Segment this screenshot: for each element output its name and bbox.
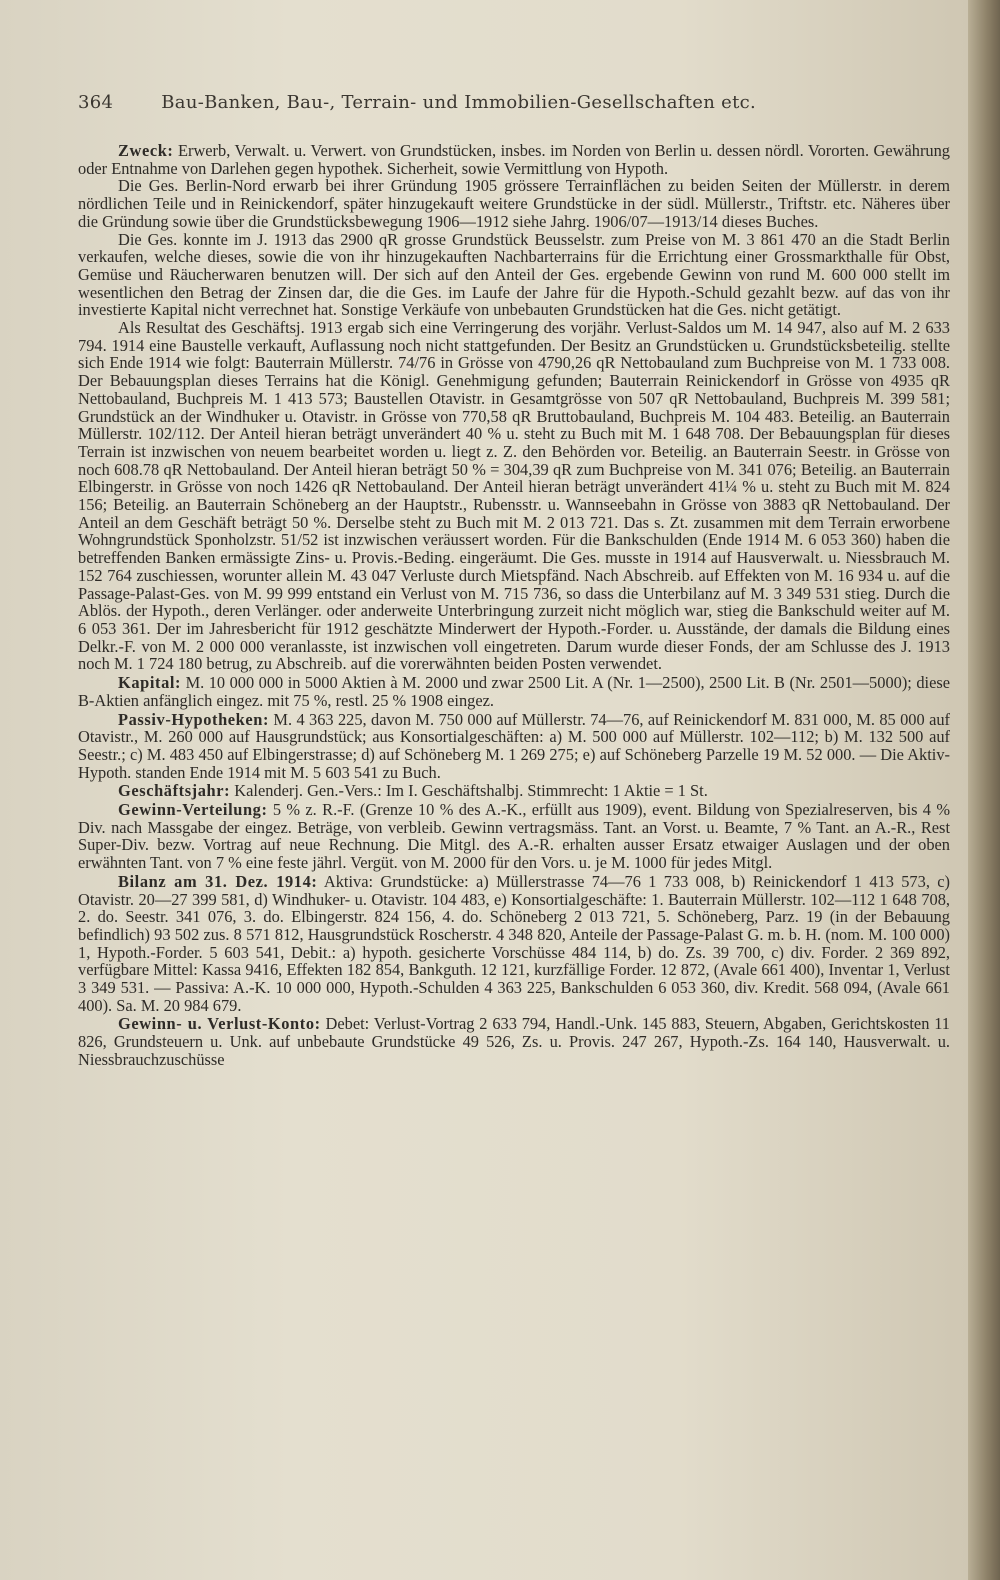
paragraph-text: Erwerb, Verwalt. u. Verwert. von Grundstücken, insbes. im Norden von Berlin u. dessen nördl. Vororten. Gewährung oder Entnahme von Darlehen gegen hypothek. Sicherheit, sowie Vermittlung von Hypoth. (78, 141, 950, 178)
paragraph-gewinn-verteilung (78, 801, 950, 872)
paragraph-passiv-hypotheken (78, 711, 950, 782)
paragraph-text: 5 % z. R.-F. (Grenze 10 % des A.-K., erfüllt aus 1909), event. Bildung von Spezialreserven, bis 4 % Div. nach Massgabe der eingez. Beträge, von verbleib. Gewinn vertragsmäss. Tant. an Vorst. u. Beamte, 7 % Tant. an A.-R., Rest Super-Div. bezw. Vortrag auf neue Rechnung. Die Mitgl. des A.-R. erhalten ausser Ersatz etwaiger Auslagen und der oben erwähnten Tant. von 7 % eine feste jährl. Vergüt. von M. 2000 für den Vors. u. je M. 1000 für jedes Mitgl. (78, 800, 950, 873)
paragraph-geschaeftsjahr (78, 782, 950, 800)
section-label: Bilanz am 31. Dez. 1914: (118, 871, 318, 891)
paragraph-resultat (78, 319, 950, 673)
section-label: Gewinn- u. Verlust-Konto: (118, 1014, 321, 1034)
paragraph-text: Als Resultat des Geschäftsj. 1913 ergab sich eine Verringerung des vorjähr. Verlust-Saldos um M. 14 947, also auf M. 2 633 794. 1914 eine Baustelle verkauft, Auflassung noch nicht stattgefunden. Der Besitz an Grundstücken u. Grundstücksbeteilig. stellte sich Ende 1914 wie folgt: Bauterrain Müllerstr. 74/76 in Grösse von 4790,26 qR Nettobauland zum Buchpreise von M. 1 733 008. Der Bebauungsplan dieses Terrains hat die Königl. Genehmigung gefunden; Bauterrain Reinickendorf in Grösse von 4935 qR Nettobauland, Buchpreis M. 1 413 573; Baustellen Otavistr. in Gesamtgrösse von 507 qR Nettobauland, Buchpreis M. 399 581; Grundstück an der Windhuker u. Otavistr. in Grösse von 770,58 qR Bruttobauland, Buchpreis M. 104 483. Beteilig. an Bauterrain Müllerstr. 102/112. Der Anteil hieran beträgt unverändert 40 % u. steht zu Buch mit M. 1 648 708. Der Bebauungsplan für dieses Terrain ist inzwischen von neuem bearbeitet worden u. liegt z. Z. den Behörden vor. Beteilig. an Bauterrain Seestr. in Grösse von noch 608.78 qR Nettobauland. Der Anteil hieran beträgt 50 % = 304,39 qR zum Buchpreise von M. 341 076; Beteilig. an Bauterrain Elbingerstr. in Grösse von noch 1426 qR Nettobauland. Der Anteil hieran beträgt unverändert 41¼ % u. steht zu Buch mit M. 824 156; Beteilig. an Bauterrain Schöneberg an der Hauptstr., Rubensstr. u. Wannseebahn in Grösse von 3883 qR Nettobauland. Der Anteil an dem Geschäft beträgt 50 %. Derselbe steht zu Buch mit M. 2 013 721. Das s. Zt. zusammen mit dem Terrain erworbene Wohngrundstück Sponholzstr. 51/52 ist inzwischen veräussert worden. Für die Bankschulden (Ende 1914 M. 6 053 360) haben die betreffenden Banken ermässigte Zins- u. Provis.-Beding. eingeräumt. Die Ges. musste in 1914 auf Hausverwalt. u. Niessbrauch M. 152 764 zuschiessen, worunter allein M. 43 047 Verluste durch Mietspfänd. Nach Abschreib. auf Effekten von M. 16 934 u. auf die Passage-Palast-Ges. von M. 99 999 entstand ein Verlust von M. 715 736, so dass die Unterbilanz auf M. 3 349 531 stieg. Durch die Ablös. der Hypoth., deren Verlänger. oder anderweite Unterbringung zurzeit nicht möglich war, stieg die Bankschuld weiter auf M. 6 053 361. Der im Jahresbericht für 1912 geschätzte Minderwert der Hypoth.-Forder. u. Ausstände, der damals die Bildung eines Delkr.-F. von M. 2 000 000 veranlasste, ist inzwischen voll eingetreten. Darum wurde dieser Fonds, der am Schlusse des J. 1913 noch M. 1 724 180 betrug, zu Abschreib. auf die vorerwähnten beiden Posten verwendet. (78, 318, 950, 674)
paragraph-text: Kalenderj. Gen.-Vers.: Im I. Geschäftshalbj. Stimmrecht: 1 Aktie = 1 St. (230, 781, 708, 801)
paragraph-bilanz (78, 873, 950, 1015)
section-label: Gewinn-Verteilung: (118, 800, 268, 820)
paragraph-text: M. 10 000 000 in 5000 Aktien à M. 2000 und zwar 2500 Lit. A (Nr. 1—2500), 2500 Lit. B (Nr. 2501—5000); diese B-Aktien anfänglich eingez. mit 75 %, restl. 25 % 1908 eingez. (78, 673, 950, 710)
paragraph-text: Die Ges. Berlin-Nord erwarb bei ihrer Gründung 1905 grössere Terrainflächen zu beiden Seiten der Müllerstr. in derem nördlichen Teile und in Reinickendorf, später hinzugekauft weitere Grundstücke in der südl. Müllerstr., Triftstr. etc. Näheres über die Gründung sowie über die Grundstücksbewegung 1906—1912 siehe Jahrg. 1906/07—1913/14 dieses Buches. (78, 176, 950, 231)
paragraph-zweck (78, 142, 950, 177)
paragraph-gruendung (78, 177, 950, 230)
paragraph-gewinn-verlust-konto (78, 1015, 950, 1068)
running-title: Bau-Banken, Bau-, Terrain- und Immobilien-Gesellschaften etc. (161, 92, 757, 113)
book-edge (968, 0, 1000, 1580)
page-number: 364 (78, 92, 114, 113)
paragraph-text: Debet: Verlust-Vortrag 2 633 794, Handl.-Unk. 145 883, Steuern, Abgaben, Gerichtskosten 11 826, Grundsteuern u. Unk. auf unbebaute Grundstücke 49 526, Zs. u. Provis. 247 267, Hypoth.-Zs. 164 140, Hausverwalt. u. Niessbrauchzuschüsse (78, 1014, 950, 1069)
section-label: Zweck: (118, 141, 174, 160)
section-label: Geschäftsjahr: (118, 781, 231, 801)
section-label: Passiv-Hypotheken: (118, 709, 270, 729)
paragraph-text: Aktiva: Grundstücke: a) Müllerstrasse 74—76 1 733 008, b) Reinickendorf 1 413 573, c) Otavistr. 20—27 399 581, d) Windhuker- u. Otavistr. 104 483, e) Konsortialgeschäfte: 1. Bauterrain Müllerstr. 102—112 1 648 708, 2. do. Seestr. 341 076, 3. do. Elbingerstr. 824 156, 4. do. Schöneberg 2 013 721, 5. Schöneberg, Parz. 19 (in der Bebauung befindlich) 93 502 zus. 8 571 812, Hausgrundstück Roscherstr. 4 348 820, Anteile der Passage-Palast G. m. b. H. (nom. M. 100 000) 1, Hypoth.-Forder. 5 603 541, Debit.: a) hypoth. gesicherte Vorschüsse 484 114, b) do. Zs. 39 700, c) div. Forder. 2 369 892, verfügbare Mittel: Kassa 9416, Effekten 182 854, Bankguth. 12 121, kurzfällige Forder. 12 872, (Avale 661 400), Inventar 1, Verlust 3 349 531. — Passiva: A.-K. 10 000 000, Hypoth.-Schulden 4 363 225, Bankschulden 6 053 360, div. Kredit. 568 094, (Avale 661 400). Sa. M. 20 984 679. (78, 871, 950, 1015)
page-header (78, 92, 948, 113)
paragraph-text: M. 4 363 225, davon M. 750 000 auf Müllerstr. 74—76, auf Reinickendorf M. 831 000, M. 85 000 auf Otavistr., M. 260 000 auf Hausgrundstück; aus Konsortialgeschäften: a) M. 500 000 auf Müllerstr. 102—112; b) M. 132 500 auf Seestr.; c) M. 483 450 auf Elbingerstrasse; d) auf Schöneberg M. 1 269 275; e) auf Schöneberg Parzelle 19 M. 52 000. — Die Aktiv-Hypoth. standen Ende 1914 mit M. 5 603 541 zu Buch. (78, 709, 950, 782)
paragraph-text: Die Ges. konnte im J. 1913 das 2900 qR grosse Grundstück Beusselstr. zum Preise von M. 3 861 470 an die Stadt Berlin verkaufen, welche dieses, sowie die von ihr hinzugekauften Nachbarterrains für die Errichtung einer Grossmarkthalle für Obst, Gemüse und Räucherwaren benutzen will. Der sich auf den Anteil der Ges. ergebende Gewinn von rund M. 600 000 stellt im wesentlichen den Betrag der Zinsen dar, die die Ges. im Laufe der Jahre für die Hypoth.-Schuld gezahlt bezw. auf das von ihr investierte Kapital nicht verrechnet hat. Sonstige Verkäufe von unbebauten Grundstücken hat die Ges. nicht getätigt. (78, 229, 950, 320)
paragraph-verkauf (78, 231, 950, 320)
paragraph-kapital (78, 674, 950, 709)
section-label: Kapital: (118, 673, 182, 693)
page-body (78, 142, 950, 1069)
